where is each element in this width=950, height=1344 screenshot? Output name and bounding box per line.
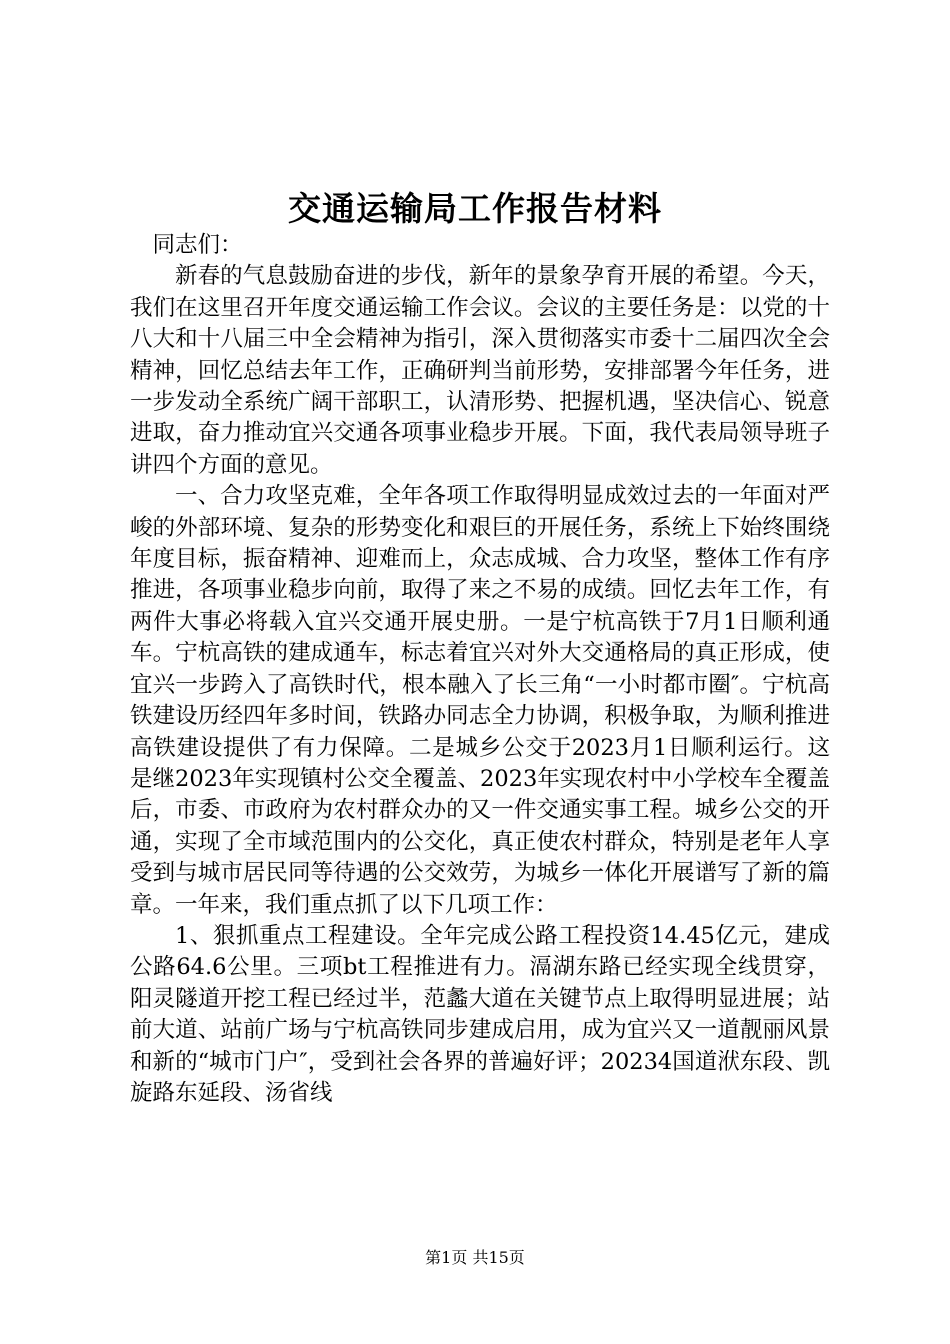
- document-body: [130, 230, 830, 1109]
- document-title: 交通运输局工作报告材料: [288, 189, 662, 228]
- intro-paragraph: 新春的气息鼓励奋进的步伐，新年的景象孕育开展的希望。今天，我们在这里召开年度交通运输工作会议。会议的主要任务是：以党的十八大和十八届三中全会精神为指引，深入贯彻落实市委十二届四次全会精神，回忆总结去年工作，正确研判当前形势，安排部署今年任务，进一步发动全系统广阔干部职工，认清形势、把握机遇，坚决信心、锐意进取，奋力推动宜兴交通各项事业稳步开展。下面，我代表局领导班子讲四个方面的意见。: [130, 263, 830, 478]
- section-one-paragraph: 一、合力攻坚克难，全年各项工作取得明显成效过去的一年面对严峻的外部环境、复杂的形势变化和艰巨的开展任务，系统上下始终围绕年度目标，振奋精神、迎难而上，众志成城、合力攻坚，整体工作有序推进，各项事业稳步向前，取得了来之不易的成绩。回忆去年工作，有两件大事必将载入宜兴交通开展史册。一是宁杭高铁于7月1日顺利通车。宁杭高铁的建成通车，标志着宜兴对外大交通格局的真正形成，使宜兴一步跨入了高铁时代，根本融入了长三角“一小时都市圈″。宁杭高铁建设历经四年多时间，铁路办同志全力协调，积极争取，为顺利推进高铁建设提供了有力保障。二是城乡公交于2023月1日顺利运行。这是继2023年实现镇村公交全覆盖、2023年实现农村中小学校车全覆盖后，市委、市政府为农村群众办的又一件交通实事工程。城乡公交的开通，实现了全市域范围内的公交化，真正使农村群众，特别是老年人享受到与城市居民同等待遇的公交效劳，为城乡一体化开展谱写了新的篇章。一年来，我们重点抓了以下几项工作：: [130, 483, 830, 918]
- greeting-paragraph: 同志们：: [152, 232, 243, 258]
- page-footer: 第1页 共15页: [425, 1248, 525, 1267]
- item-one-paragraph: 1、狠抓重点工程建设。全年完成公路工程投资14.45亿元，建成公路64.6公里。三项bt工程推进有力。滆湖东路已经实现全线贯穿，阳灵隧道开挖工程已经过半，范蠡大道在关键节点上取得明显进展；站前大道、站前广场与宁杭高铁同步建成启用，成为宜兴又一道靓丽风景和新的“城市门户″，受到社会各界的普遍好评；20234国道洑东段、凯旋路东延段、汤省线: [130, 922, 830, 1106]
